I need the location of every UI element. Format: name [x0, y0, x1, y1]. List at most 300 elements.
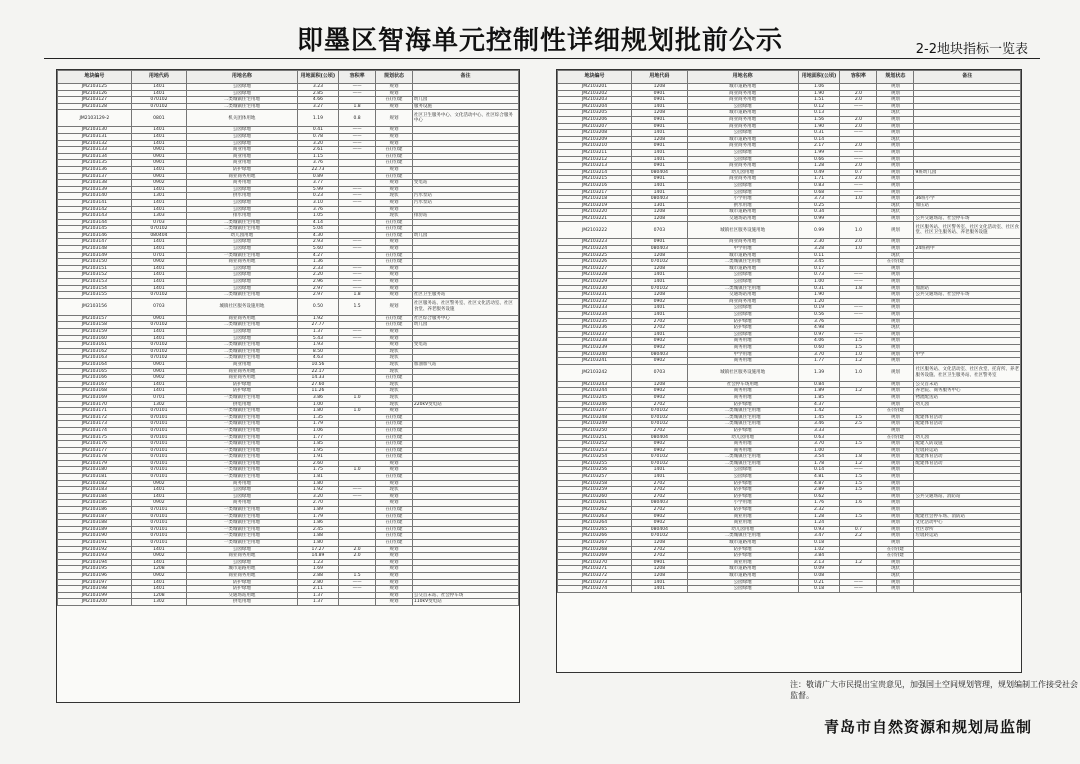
table-cell: JM2103234	[558, 312, 632, 319]
table-cell: 0.68	[798, 189, 840, 196]
table-cell: JM2103262	[558, 507, 632, 514]
table-cell: 0902	[131, 480, 186, 487]
table-cell: 在(待)建	[376, 259, 413, 266]
table-cell: 规划	[877, 305, 914, 312]
table-cell: JM2103190	[58, 533, 132, 540]
table-cell: 1.42	[798, 408, 840, 415]
table-cell: 城市道路用地	[687, 265, 798, 272]
table-cell: 0.7	[840, 169, 877, 176]
table-cell: 0902	[632, 344, 688, 351]
table-cell: 2.0	[840, 123, 877, 130]
table-cell: 城镇社区服务设施用地	[687, 222, 798, 239]
table-cell: 0902	[632, 520, 688, 527]
table-row	[558, 572, 1021, 579]
table-cell: 0.89	[297, 173, 338, 180]
table-cell: 公园绿地	[687, 331, 798, 338]
issuer-footer: 青岛市自然资源和规划局监制	[823, 718, 1032, 736]
table-cell: 0902	[632, 394, 688, 401]
table-cell: 规划	[877, 381, 914, 388]
table-cell: 0.25	[798, 202, 840, 209]
table-cell: JM2103145	[58, 226, 132, 233]
table-cell: 1208	[632, 84, 688, 91]
table-cell: JM2103245	[558, 394, 632, 401]
table-cell	[339, 213, 376, 220]
table-cell	[339, 206, 376, 213]
table-cell: 0902	[131, 572, 186, 579]
table-cell	[840, 447, 877, 454]
table-row	[58, 226, 519, 233]
table-cell: 污水泵站	[412, 193, 518, 200]
table-cell: 1208	[632, 265, 688, 272]
table-cell: JM2103167	[58, 381, 132, 388]
table-cell	[412, 559, 518, 566]
table-cell: JM2103229	[558, 279, 632, 286]
table-row	[58, 434, 519, 441]
table-cell	[914, 130, 1021, 137]
table-row	[58, 84, 519, 91]
table-cell: 规划	[877, 182, 914, 189]
table-cell: 在(待)建	[376, 540, 413, 547]
table-cell	[412, 480, 518, 487]
table-cell: 1.85	[798, 394, 840, 401]
table-cell: 幼儿园	[412, 232, 518, 239]
table-cell: JM2103126	[58, 90, 132, 97]
table-cell: 0902	[632, 358, 688, 365]
table-cell: 27.60	[297, 381, 338, 388]
table-cell: 规划	[877, 246, 914, 253]
table-cell: 规划	[376, 298, 413, 315]
table-cell	[914, 116, 1021, 123]
table-cell: 垃圾转运站	[914, 447, 1021, 454]
table-cell: 社区服务站、文化活动室、社区食堂、托育所、养老服务设施、社区卫生服务站、社区警务室	[914, 364, 1021, 381]
table-row	[58, 368, 519, 375]
table-cell	[914, 209, 1021, 216]
table-cell: JM2103195	[58, 566, 132, 573]
table-cell: 规划	[877, 487, 914, 494]
table-cell: 1401	[131, 186, 186, 193]
table-cell: 商务用地	[187, 500, 298, 507]
table-cell: 1401	[632, 130, 688, 137]
table-cell: 0703	[632, 222, 688, 239]
table-cell: 2.17	[798, 143, 840, 150]
table-cell: 1401	[131, 586, 186, 593]
table-cell: JM2103252	[558, 441, 632, 448]
table-row	[558, 351, 1021, 358]
table-cell: 在(待)建	[376, 160, 413, 167]
table-cell	[412, 421, 518, 428]
table-cell: 现状	[376, 394, 413, 401]
table-cell: JM2103170	[58, 401, 132, 408]
table-cell	[412, 467, 518, 474]
table-cell: 社区服务站、社区警务室、社区文化活动室、社区食堂、社区卫生服务站、养老服务设施	[914, 222, 1021, 239]
table-cell	[339, 401, 376, 408]
table-cell: 二类城镇住宅用地	[187, 103, 298, 110]
table-cell	[914, 272, 1021, 279]
table-cell: 在(待)建	[877, 434, 914, 441]
table-cell	[412, 408, 518, 415]
table-cell: 0901	[131, 160, 186, 167]
table-cell: JM2103249	[558, 421, 632, 428]
table-cell: 1.5	[840, 344, 877, 351]
table-cell: 1.77	[297, 434, 338, 441]
table-cell: 1.8	[339, 103, 376, 110]
table-cell	[840, 136, 877, 143]
table-cell: 在(待)建	[376, 97, 413, 104]
table-cell: 14.89	[297, 553, 338, 560]
table-cell	[339, 559, 376, 566]
table-cell: 规划	[376, 285, 413, 292]
table-row	[58, 414, 519, 421]
table-cell: JM2103183	[58, 487, 132, 494]
table-cell: 物流配送站	[914, 394, 1021, 401]
table-cell	[914, 103, 1021, 110]
table-cell: 配建体育活动	[914, 460, 1021, 467]
table-cell: JM2103209	[558, 136, 632, 143]
table-cell: 小学用地	[687, 500, 798, 507]
table-cell: 加油站	[914, 285, 1021, 292]
table-cell: 幼儿园	[914, 401, 1021, 408]
table-cell: 公园绿地	[187, 127, 298, 134]
table-cell: 规划	[877, 84, 914, 91]
table-cell: 规划	[877, 467, 914, 474]
table-cell: 070102	[131, 322, 186, 329]
table-cell: 1401	[131, 127, 186, 134]
table-cell: 1401	[632, 474, 688, 481]
table-cell	[412, 90, 518, 97]
table-cell	[339, 513, 376, 520]
table-cell: 0901	[632, 239, 688, 246]
table-row	[558, 182, 1021, 189]
table-cell	[412, 252, 518, 259]
table-cell: 070101	[131, 460, 186, 467]
table-cell: 公园绿地	[187, 246, 298, 253]
table-cell: JM2103242	[558, 364, 632, 381]
table-row	[558, 136, 1021, 143]
table-cell: 公交首末站、社会停车场	[412, 592, 518, 599]
table-row	[558, 90, 1021, 97]
table-row	[58, 279, 519, 286]
table-cell: JM2103268	[558, 546, 632, 553]
table-cell: 0.14	[798, 467, 840, 474]
table-row	[58, 199, 519, 206]
table-cell: 公园绿地	[187, 84, 298, 91]
table-cell: 规划	[376, 500, 413, 507]
table-cell: 2.96	[297, 279, 338, 286]
table-row	[58, 329, 519, 336]
table-cell: 0.21	[798, 579, 840, 586]
table-row	[558, 467, 1021, 474]
table-cell: 0901	[131, 173, 186, 180]
table-cell	[914, 358, 1021, 365]
table-cell: 文化活动中心	[914, 520, 1021, 527]
table-cell	[412, 133, 518, 140]
table-cell: 规划	[877, 586, 914, 593]
table-cell	[914, 279, 1021, 286]
table-cell: 2.89	[798, 487, 840, 494]
table-cell: 3.33	[798, 427, 840, 434]
table-cell: 0901	[632, 123, 688, 130]
table-cell: 2.2	[840, 533, 877, 540]
table-cell: 10.56	[297, 361, 338, 368]
table-row	[558, 454, 1021, 461]
table-cell: 0701	[131, 252, 186, 259]
table-cell: 080403	[632, 500, 688, 507]
table-cell: 公园绿地	[687, 272, 798, 279]
table-cell: 070101	[131, 474, 186, 481]
table-cell: 2.0	[840, 163, 877, 170]
table-cell: 0.60	[798, 344, 840, 351]
table-cell: JM2103186	[58, 507, 132, 514]
table-cell: 1.05	[297, 213, 338, 220]
table-cell: 防护绿地	[687, 401, 798, 408]
table-cell: 3.23	[297, 84, 338, 91]
table-cell: 1.80	[297, 480, 338, 487]
table-cell: 中学用地	[687, 246, 798, 253]
table-cell	[339, 381, 376, 388]
table-cell: 公园绿地	[187, 487, 298, 494]
table-cell	[339, 388, 376, 395]
table-cell: 防护绿地	[187, 586, 298, 593]
table-cell: 1401	[632, 156, 688, 163]
table-cell: JM2103255	[558, 460, 632, 467]
table-cell: 规划	[376, 199, 413, 206]
table-row	[558, 447, 1021, 454]
table-cell: 3.70	[798, 351, 840, 358]
table-cell: ——	[840, 305, 877, 312]
table-cell	[840, 298, 877, 305]
table-cell: 商业用地	[187, 147, 298, 154]
table-cell: 规划	[877, 222, 914, 239]
table-row	[558, 500, 1021, 507]
table-cell: 一类城镇住宅用地	[187, 414, 298, 421]
table-row	[558, 143, 1021, 150]
table-cell: ——	[339, 147, 376, 154]
table-cell: 2.0	[840, 90, 877, 97]
column-header: 容积率	[840, 71, 877, 84]
table-cell: 070101	[131, 454, 186, 461]
table-cell: 规划	[877, 156, 914, 163]
table-cell	[339, 153, 376, 160]
table-cell: ——	[339, 140, 376, 147]
table-cell: 1.89	[297, 507, 338, 514]
table-cell: 公园绿地	[687, 103, 798, 110]
table-row	[58, 140, 519, 147]
table-cell: JM2103149	[58, 252, 132, 259]
table-cell: 2.80	[297, 579, 338, 586]
table-row	[58, 526, 519, 533]
table-cell: JM2103220	[558, 209, 632, 216]
table-row	[58, 342, 519, 349]
table-cell: ——	[840, 579, 877, 586]
table-cell: JM2103241	[558, 358, 632, 365]
table-cell: 1208	[632, 136, 688, 143]
table-row	[558, 246, 1021, 253]
table-cell: 在(待)建	[376, 526, 413, 533]
table-cell	[914, 467, 1021, 474]
table-cell: 规划	[877, 364, 914, 381]
table-cell	[840, 292, 877, 299]
table-cell: 1.5	[840, 480, 877, 487]
table-row	[58, 546, 519, 553]
table-cell: 规划	[376, 572, 413, 579]
table-cell	[412, 246, 518, 253]
table-cell: 2.93	[297, 239, 338, 246]
column-header: 用地面积(公顷)	[297, 71, 338, 84]
table-cell: 规划	[877, 338, 914, 345]
table-cell: ——	[840, 130, 877, 137]
table-cell: JM2103160	[58, 335, 132, 342]
table-cell: JM2103205	[558, 110, 632, 117]
table-cell: 公园绿地	[687, 474, 798, 481]
table-cell: 规划	[376, 480, 413, 487]
table-cell: 0902	[131, 180, 186, 187]
table-cell: ——	[339, 90, 376, 97]
table-cell	[412, 279, 518, 286]
table-cell: 规划	[877, 358, 914, 365]
right-table-header	[558, 71, 1021, 84]
table-row	[558, 196, 1021, 203]
table-cell: JM2103162	[58, 348, 132, 355]
table-cell: 1401	[131, 487, 186, 494]
table-cell: 规划	[877, 493, 914, 500]
table-cell: JM2103223	[558, 239, 632, 246]
table-cell: 规划	[877, 176, 914, 183]
table-cell: 养老院、商务服务中心	[914, 388, 1021, 395]
column-header: 备注	[914, 71, 1021, 84]
table-row	[558, 298, 1021, 305]
table-cell: 城市道路用地	[687, 540, 798, 547]
table-cell: 2.0	[840, 143, 877, 150]
table-cell: JM2103146	[58, 232, 132, 239]
table-row	[558, 394, 1021, 401]
table-cell: 1.92	[297, 487, 338, 494]
table-row	[58, 186, 519, 193]
table-row	[558, 586, 1021, 593]
table-cell: JM2103271	[558, 566, 632, 573]
table-cell: 规划	[376, 579, 413, 586]
table-cell: ——	[840, 586, 877, 593]
table-cell: 1.36	[297, 259, 338, 266]
table-cell	[412, 265, 518, 272]
table-cell: 现状	[877, 252, 914, 259]
table-row	[58, 520, 519, 527]
table-cell: 商务用地	[687, 447, 798, 454]
table-cell	[412, 173, 518, 180]
table-cell: 3.73	[798, 196, 840, 203]
table-cell	[339, 97, 376, 104]
table-cell: JM2103161	[58, 342, 132, 349]
table-cell: JM2103256	[558, 467, 632, 474]
table-cell: 14.33	[297, 375, 338, 382]
table-cell: 幼儿园用地	[687, 526, 798, 533]
table-cell	[412, 388, 518, 395]
table-cell: 防护绿地	[187, 166, 298, 173]
table-cell	[339, 441, 376, 448]
table-cell: 规划	[877, 116, 914, 123]
table-cell: JM2103261	[558, 500, 632, 507]
table-cell: 规划	[376, 265, 413, 272]
table-cell	[339, 540, 376, 547]
table-cell: 1.8	[840, 285, 877, 292]
table-cell: 商务用地	[687, 394, 798, 401]
table-cell: 幼儿园	[412, 97, 518, 104]
table-cell: JM2103214	[558, 169, 632, 176]
table-cell: 1401	[131, 559, 186, 566]
table-cell: 现状	[376, 348, 413, 355]
table-row	[58, 97, 519, 104]
table-cell	[412, 526, 518, 533]
table-row	[558, 401, 1021, 408]
table-cell: 1.78	[798, 460, 840, 467]
table-cell: 商务用地	[687, 338, 798, 345]
table-cell	[339, 427, 376, 434]
table-cell: 规划	[376, 566, 413, 573]
table-cell: 防护绿地	[687, 507, 798, 514]
table-row	[558, 460, 1021, 467]
table-cell: JM2103156	[58, 298, 132, 315]
table-cell: 规划	[877, 351, 914, 358]
table-cell: JM2103222	[558, 222, 632, 239]
table-cell: 1301	[131, 193, 186, 200]
table-cell: 070101	[131, 421, 186, 428]
table-cell: 规划	[376, 133, 413, 140]
table-row	[558, 272, 1021, 279]
table-cell: 现状	[877, 110, 914, 117]
table-row	[558, 364, 1021, 381]
table-cell: 0.19	[798, 305, 840, 312]
table-cell: 1401	[131, 335, 186, 342]
table-cell: 社区服务站、社区警务室、社区文化活动室、社区食堂、养老服务设施	[412, 298, 518, 315]
table-cell: 0901	[131, 361, 186, 368]
table-cell: 在(待)建	[376, 533, 413, 540]
table-cell: JM2103273	[558, 579, 632, 586]
table-cell: 规划	[376, 586, 413, 593]
table-cell	[840, 110, 877, 117]
table-cell: 220kV变电站	[412, 401, 518, 408]
table-cell: ——	[339, 199, 376, 206]
table-cell: 二类城镇住宅用地	[687, 421, 798, 428]
table-cell: 商务用地	[187, 180, 298, 187]
table-cell: 2702	[632, 427, 688, 434]
table-cell: 排涝站	[412, 213, 518, 220]
table-cell: 公园绿地	[187, 272, 298, 279]
table-cell: 070102	[131, 342, 186, 349]
table-cell: 1401	[131, 285, 186, 292]
table-cell	[339, 500, 376, 507]
table-cell: 公交首末站	[914, 381, 1021, 388]
table-cell: 在(待)建	[877, 408, 914, 415]
table-cell: 1208	[632, 252, 688, 259]
document-subtitle: 2-2地块指标一览表	[915, 42, 1028, 57]
table-cell: 公园绿地	[187, 285, 298, 292]
table-cell: 规划	[877, 441, 914, 448]
table-cell: 1401	[131, 133, 186, 140]
table-row	[58, 213, 519, 220]
table-cell	[412, 454, 518, 461]
table-cell: 1.5	[840, 414, 877, 421]
table-cell: 变电站	[412, 342, 518, 349]
table-cell: 在(待)建	[376, 520, 413, 527]
table-cell: 0.66	[798, 156, 840, 163]
table-cell: 污水泵站	[412, 199, 518, 206]
table-cell: 现状	[376, 401, 413, 408]
table-cell: 规划	[376, 460, 413, 467]
table-row	[558, 331, 1021, 338]
table-cell	[339, 173, 376, 180]
table-row	[58, 572, 519, 579]
table-row	[558, 222, 1021, 239]
table-cell	[914, 480, 1021, 487]
